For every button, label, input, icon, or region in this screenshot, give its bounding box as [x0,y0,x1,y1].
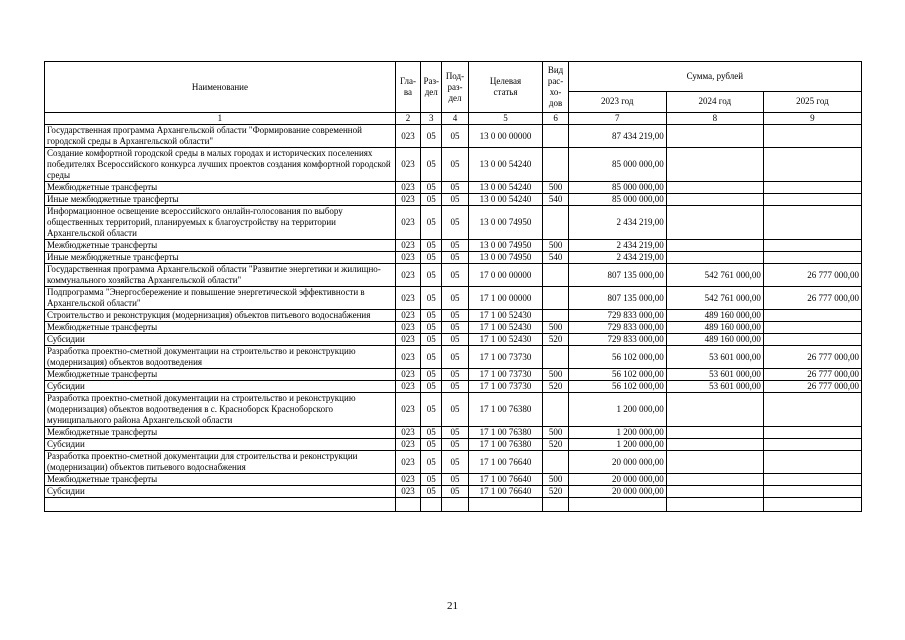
row-vid: 540 [543,194,568,206]
budget-table [44,61,862,512]
row-vid: 500 [543,474,568,486]
row-amount-2023: 20 000 000,00 [568,486,666,498]
row-name: Субсидии [45,439,396,451]
row-razdel: 05 [421,334,442,346]
row-razdel: 05 [421,125,442,148]
row-amount-2023: 56 102 000,00 [568,381,666,393]
row-podrazdel: 05 [442,310,468,322]
row-amount-2025 [763,334,861,346]
empty-cell [442,498,468,512]
row-amount-2023: 807 135 000,00 [568,287,666,310]
table-row [45,148,862,182]
row-glava: 023 [395,148,420,182]
row-celevaya: 17 1 00 00000 [468,287,543,310]
row-celevaya: 17 1 00 76640 [468,451,543,474]
row-name: Субсидии [45,486,396,498]
row-amount-2024 [666,148,763,182]
row-name: Строительство и реконструкция (модернизация) объектов питьевого водоснабжения [45,310,396,322]
row-name: Субсидии [45,381,396,393]
row-amount-2024 [666,451,763,474]
row-amount-2024 [666,393,763,427]
row-name: Государственная программа Архангельской области "Развитие энергетики и жилищно-коммунального хозяйства Архангельской области" [45,264,396,287]
row-celevaya: 17 1 00 52430 [468,322,543,334]
table-row [45,369,862,381]
row-amount-2025: 26 777 000,00 [763,287,861,310]
row-amount-2023: 729 833 000,00 [568,334,666,346]
row-glava: 023 [395,252,420,264]
row-amount-2023: 85 000 000,00 [568,148,666,182]
row-amount-2025 [763,148,861,182]
row-amount-2025: 26 777 000,00 [763,264,861,287]
row-glava: 023 [395,486,420,498]
row-amount-2024: 489 160 000,00 [666,310,763,322]
row-name: Информационное освещение всероссийского онлайн-голосования по выбору общественных территорий, планируемых к благоустройству на территории Архангельской области [45,206,396,240]
row-podrazdel: 05 [442,194,468,206]
row-vid [543,264,568,287]
header-vid: Вид рас- хо- дов [543,62,568,113]
row-amount-2025 [763,486,861,498]
row-amount-2024 [666,182,763,194]
empty-cell [666,498,763,512]
empty-row [45,498,862,512]
row-glava: 023 [395,346,420,369]
row-celevaya: 17 1 00 76380 [468,439,543,451]
row-vid: 520 [543,334,568,346]
row-amount-2023: 1 200 000,00 [568,439,666,451]
row-name: Иные межбюджетные трансферты [45,194,396,206]
column-number: 5 [468,113,543,125]
row-celevaya: 13 0 00 00000 [468,125,543,148]
row-amount-2024: 542 761 000,00 [666,287,763,310]
row-amount-2024 [666,427,763,439]
row-razdel: 05 [421,264,442,287]
row-celevaya: 17 1 00 76640 [468,486,543,498]
row-celevaya: 17 1 00 52430 [468,310,543,322]
header-2023: 2023 год [568,91,666,112]
column-number: 7 [568,113,666,125]
row-podrazdel: 05 [442,346,468,369]
row-glava: 023 [395,240,420,252]
row-amount-2025 [763,322,861,334]
row-razdel: 05 [421,381,442,393]
header-podrazdel: Под- раз- дел [442,62,468,113]
table-row [45,182,862,194]
row-celevaya: 17 1 00 76640 [468,474,543,486]
row-name: Государственная программа Архангельской области "Формирование современной городской среды в Архангельской области" [45,125,396,148]
row-amount-2023: 729 833 000,00 [568,310,666,322]
column-number: 8 [666,113,763,125]
row-name: Разработка проектно-сметной документации для строительства и реконструкции (модернизации) объектов питьевого водоснабжения [45,451,396,474]
row-name: Межбюджетные трансферты [45,427,396,439]
row-name: Межбюджетные трансферты [45,322,396,334]
row-podrazdel: 05 [442,474,468,486]
row-podrazdel: 05 [442,182,468,194]
table-row [45,346,862,369]
row-glava: 023 [395,125,420,148]
row-razdel: 05 [421,148,442,182]
row-amount-2024 [666,486,763,498]
row-amount-2023: 56 102 000,00 [568,369,666,381]
row-glava: 023 [395,393,420,427]
table-row [45,287,862,310]
row-razdel: 05 [421,393,442,427]
table-row [45,240,862,252]
row-vid [543,310,568,322]
column-number: 2 [395,113,420,125]
row-celevaya: 17 1 00 76380 [468,393,543,427]
row-amount-2025 [763,393,861,427]
row-razdel: 05 [421,486,442,498]
row-amount-2024 [666,194,763,206]
row-amount-2025: 26 777 000,00 [763,369,861,381]
row-amount-2024 [666,125,763,148]
header-summa: Сумма, рублей [568,62,861,92]
row-amount-2023: 85 000 000,00 [568,182,666,194]
table-row [45,264,862,287]
row-podrazdel: 05 [442,125,468,148]
row-celevaya: 13 0 00 54240 [468,194,543,206]
row-vid: 520 [543,439,568,451]
row-amount-2025 [763,310,861,322]
table-row [45,206,862,240]
row-glava: 023 [395,287,420,310]
row-name: Межбюджетные трансферты [45,369,396,381]
row-amount-2023: 1 200 000,00 [568,393,666,427]
row-name: Субсидии [45,334,396,346]
row-celevaya: 17 0 00 00000 [468,264,543,287]
row-celevaya: 13 0 00 74950 [468,252,543,264]
row-amount-2023: 1 200 000,00 [568,427,666,439]
table-row [45,486,862,498]
row-name: Разработка проектно-сметной документации на строительство и реконструкцию (модернизация) объектов водоотведения [45,346,396,369]
row-razdel: 05 [421,451,442,474]
row-vid: 500 [543,322,568,334]
table-row [45,439,862,451]
row-razdel: 05 [421,310,442,322]
row-podrazdel: 05 [442,206,468,240]
row-amount-2025 [763,240,861,252]
row-podrazdel: 05 [442,252,468,264]
row-glava: 023 [395,451,420,474]
row-amount-2023: 729 833 000,00 [568,322,666,334]
table-body [45,125,862,512]
row-vid: 500 [543,182,568,194]
row-vid [543,148,568,182]
row-razdel: 05 [421,240,442,252]
header-razdel: Раз- дел [421,62,442,113]
row-vid [543,287,568,310]
row-vid: 540 [543,252,568,264]
row-razdel: 05 [421,427,442,439]
row-razdel: 05 [421,287,442,310]
row-name: Межбюджетные трансферты [45,240,396,252]
row-podrazdel: 05 [442,369,468,381]
row-name: Создание комфортной городской среды в малых городах и исторических поселениях победителях Всероссийского конкурса лучших проектов создания комфортной городской среды [45,148,396,182]
row-podrazdel: 05 [442,381,468,393]
row-glava: 023 [395,264,420,287]
row-amount-2024 [666,474,763,486]
row-glava: 023 [395,439,420,451]
row-amount-2025: 26 777 000,00 [763,381,861,393]
row-glava: 023 [395,369,420,381]
row-amount-2023: 20 000 000,00 [568,474,666,486]
row-amount-2024: 489 160 000,00 [666,334,763,346]
header-glava: Гла- ва [395,62,420,113]
column-number: 4 [442,113,468,125]
row-amount-2025 [763,194,861,206]
row-vid [543,346,568,369]
empty-cell [421,498,442,512]
column-number-row [45,113,862,125]
header-2024: 2024 год [666,91,763,112]
row-name: Разработка проектно-сметной документации на строительство и реконструкцию (модернизация) объектов водоотведения в с. Красноборск Красноборского муниципального района Архангельской области [45,393,396,427]
row-amount-2025 [763,439,861,451]
row-amount-2024: 53 601 000,00 [666,381,763,393]
row-amount-2025 [763,252,861,264]
table-row [45,252,862,264]
row-vid [543,125,568,148]
row-celevaya: 17 1 00 76380 [468,427,543,439]
table-row [45,334,862,346]
page-number: 21 [447,600,458,612]
row-amount-2023: 2 434 219,00 [568,252,666,264]
empty-cell [468,498,543,512]
row-razdel: 05 [421,346,442,369]
row-celevaya: 17 1 00 52430 [468,334,543,346]
row-amount-2024 [666,252,763,264]
row-razdel: 05 [421,474,442,486]
header-name: Наименование [45,62,396,113]
column-number: 3 [421,113,442,125]
row-glava: 023 [395,206,420,240]
header-celevaya: Целевая статья [468,62,543,113]
row-amount-2025 [763,451,861,474]
row-celevaya: 13 0 00 74950 [468,240,543,252]
row-amount-2025 [763,474,861,486]
row-vid: 520 [543,486,568,498]
row-podrazdel: 05 [442,322,468,334]
row-amount-2024: 542 761 000,00 [666,264,763,287]
row-amount-2024 [666,439,763,451]
row-razdel: 05 [421,206,442,240]
row-amount-2023: 2 434 219,00 [568,206,666,240]
row-vid [543,393,568,427]
row-razdel: 05 [421,369,442,381]
row-glava: 023 [395,194,420,206]
table-row [45,393,862,427]
table-row [45,474,862,486]
row-amount-2023: 807 135 000,00 [568,264,666,287]
table-row [45,427,862,439]
empty-cell [568,498,666,512]
row-celevaya: 13 0 00 54240 [468,182,543,194]
column-number: 9 [763,113,861,125]
row-celevaya: 17 1 00 73730 [468,369,543,381]
column-number: 1 [45,113,396,125]
row-vid: 500 [543,240,568,252]
row-glava: 023 [395,334,420,346]
empty-cell [763,498,861,512]
row-amount-2023: 2 434 219,00 [568,240,666,252]
row-amount-2024: 53 601 000,00 [666,346,763,369]
empty-cell [45,498,396,512]
row-podrazdel: 05 [442,393,468,427]
table-row [45,125,862,148]
row-celevaya: 13 0 00 74950 [468,206,543,240]
table-row [45,322,862,334]
empty-cell [543,498,568,512]
row-podrazdel: 05 [442,427,468,439]
row-amount-2024: 489 160 000,00 [666,322,763,334]
table-row [45,310,862,322]
row-glava: 023 [395,322,420,334]
row-podrazdel: 05 [442,439,468,451]
row-razdel: 05 [421,252,442,264]
row-vid: 500 [543,369,568,381]
row-amount-2023: 85 000 000,00 [568,194,666,206]
row-glava: 023 [395,381,420,393]
row-podrazdel: 05 [442,264,468,287]
row-amount-2025: 26 777 000,00 [763,346,861,369]
row-glava: 023 [395,310,420,322]
table-row [45,194,862,206]
table-row [45,381,862,393]
header-2025: 2025 год [763,91,861,112]
row-razdel: 05 [421,439,442,451]
row-amount-2023: 20 000 000,00 [568,451,666,474]
row-vid: 520 [543,381,568,393]
row-vid [543,451,568,474]
row-vid: 500 [543,427,568,439]
row-name: Межбюджетные трансферты [45,182,396,194]
row-amount-2024: 53 601 000,00 [666,369,763,381]
row-glava: 023 [395,427,420,439]
row-podrazdel: 05 [442,451,468,474]
row-celevaya: 17 1 00 73730 [468,346,543,369]
row-amount-2024 [666,206,763,240]
row-glava: 023 [395,182,420,194]
column-number: 6 [543,113,568,125]
row-razdel: 05 [421,194,442,206]
row-podrazdel: 05 [442,148,468,182]
table-row [45,451,862,474]
row-amount-2024 [666,240,763,252]
row-name: Межбюджетные трансферты [45,474,396,486]
row-razdel: 05 [421,182,442,194]
row-celevaya: 13 0 00 54240 [468,148,543,182]
row-podrazdel: 05 [442,334,468,346]
row-name: Иные межбюджетные трансферты [45,252,396,264]
row-podrazdel: 05 [442,240,468,252]
row-podrazdel: 05 [442,287,468,310]
row-vid [543,206,568,240]
row-amount-2025 [763,427,861,439]
row-amount-2025 [763,182,861,194]
row-amount-2023: 87 434 219,00 [568,125,666,148]
row-glava: 023 [395,474,420,486]
row-name: Подпрограмма "Энергосбережение и повышение энергетической эффективности в Архангельской области" [45,287,396,310]
row-celevaya: 17 1 00 73730 [468,381,543,393]
row-amount-2025 [763,125,861,148]
empty-cell [395,498,420,512]
row-razdel: 05 [421,322,442,334]
row-amount-2025 [763,206,861,240]
row-amount-2023: 56 102 000,00 [568,346,666,369]
row-podrazdel: 05 [442,486,468,498]
